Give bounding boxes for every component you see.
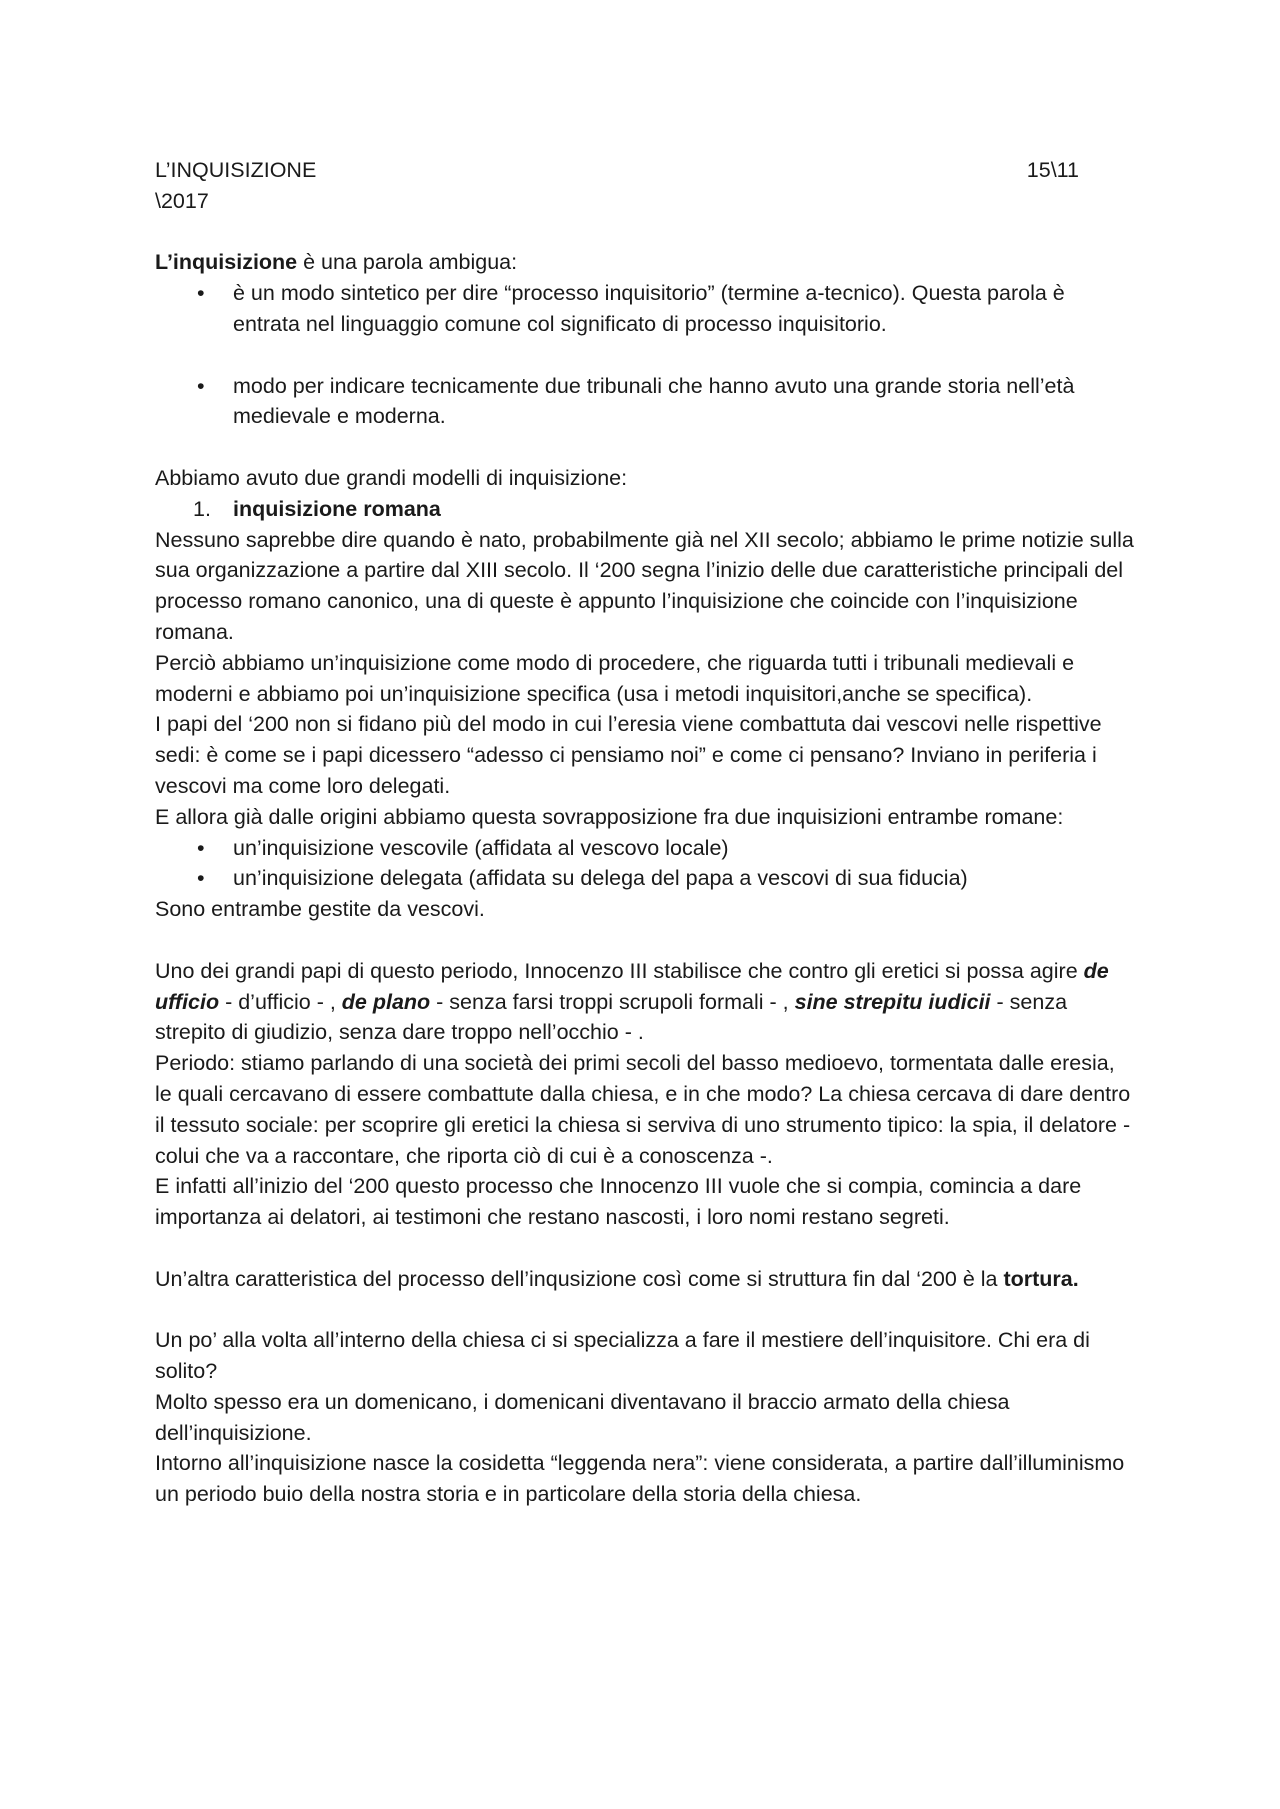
- meanings-list: [155, 278, 1135, 340]
- models-list: [155, 494, 1135, 525]
- innocenzo-text-2: - d’ufficio - ,: [219, 989, 342, 1014]
- tortura-text: Un’altra caratteristica del processo dell’inqusizione così come si struttura fin dal ‘200 è la: [155, 1266, 1004, 1291]
- document-page: [155, 155, 1135, 1510]
- term-de-plano: de plano: [341, 989, 431, 1014]
- models-intro: Abbiamo avuto due grandi modelli di inquisizione:: [155, 465, 628, 490]
- model-number: 1.: [193, 496, 211, 521]
- paragraph-inquisitore: Un po’ alla volta all’interno della chiesa ci si specializza a fare il mestiere dell’inquisitore. Chi era di solito?: [155, 1328, 1090, 1384]
- types-list: [155, 833, 1135, 895]
- innocenzo-text-1: Uno dei grandi papi di questo periodo, Innocenzo III stabilisce che contro gli eretici si possa agire: [155, 958, 1084, 983]
- innocenzo-text-4: - senza strepito di giudizio, senza dare troppo nell’occhio - .: [155, 989, 1068, 1045]
- intro-rest: è una parola ambigua:: [297, 250, 518, 275]
- date-part-2: \2017: [155, 188, 209, 213]
- paragraph-leggenda-nera: Intorno all’inquisizione nasce la cosidetta “leggenda nera”: viene considerata, a partire dall’illuminismo un periodo buio della nostra storia e in particolare della storia della chiesa.: [155, 1451, 1125, 1507]
- meanings-list-2: [155, 371, 1135, 433]
- intro-paragraph: [155, 247, 1135, 278]
- types-outro: Sono entrambe gestite da vescovi.: [155, 897, 485, 922]
- meaning-item: • è un modo sintetico per dire “processo inquisitorio” (termine a-tecnico). Questa parola è entrata nel linguaggio comune col significato di processo inquisitorio.: [155, 278, 1135, 340]
- innocenzo-text-3: - senza farsi troppi scrupoli formali - ,: [430, 989, 795, 1014]
- paragraph-overlap: E allora già dalle origini abbiamo questa sovrapposizione fra due inquisizioni entrambe romane:: [155, 804, 1064, 829]
- paragraph-procedure: Perciò abbiamo un’inquisizione come modo di procedere, che riguarda tutti i tribunali medievali e moderni e abbiamo poi un’inquisizione specifica (usa i metodi inquisitori,anche se specifica).: [155, 650, 1075, 706]
- paragraph-infatti: E infatti all’inizio del ‘200 questo processo che Innocenzo III vuole che si compia, comincia a dare importanza ai delatori, ai testimoni che restano nascosti, i loro nomi restano segreti.: [155, 1174, 1082, 1230]
- type-item: • un’inquisizione vescovile (affidata al vescovo locale): [155, 833, 1135, 864]
- paragraph-periodo: Periodo: stiamo parlando di una società dei primi secoli del basso medioevo, tormentata dalle eresia, le quali cercavano di essere combattute dalla chiesa, e in che modo? La chiesa cercava di dare dentro il tessuto sociale: per scoprire gli eretici la chiesa si serviva di uno strumento tipico: la spia, il delatore - colui che va a raccontare, che riporta ciò di cui è a conoscenza -.: [155, 1051, 1131, 1168]
- term-sine-strepitu: sine strepitu iudicii: [794, 989, 991, 1014]
- date-part-1: 15\11: [1026, 158, 1079, 182]
- paragraph-domenicani: Molto spesso era un domenicano, i domenicani diventavano il braccio armato della chiesa dell’inquisizione.: [155, 1389, 1010, 1445]
- meaning-item: • modo per indicare tecnicamente due tribunali che hanno avuto una grande storia nell’età medievale e moderna.: [155, 371, 1135, 433]
- paragraph-popes: I papi del ‘200 non si fidano più del modo in cui l’eresia viene combattuta dai vescovi nelle rispettive sedi: è come se i papi dicessero “adesso ci pensiamo noi” e come ci pensano? Inviano in periferia i vescovi ma come loro delegati.: [155, 712, 1102, 798]
- type-item: • un’inquisizione delegata (affidata su delega del papa a vescovi di sua fiducia): [155, 863, 1135, 894]
- model-label: inquisizione romana: [233, 496, 441, 521]
- intro-bold-term: L’inquisizione: [155, 250, 298, 275]
- document-title: L’INQUISIZIONE: [155, 158, 317, 182]
- paragraph-innocenzo: [155, 956, 1135, 1048]
- paragraph-origins: Nessuno saprebbe dire quando è nato, probabilmente già nel XII secolo; abbiamo le prime notizie sulla sua organizzazione a partire dal XIII secolo. Il ‘200 segna l’inizio delle due caratteristiche principali del processo romano canonico, una di queste è appunto l’inquisizione che coincide con l’inquisizione romana.: [155, 527, 1134, 644]
- paragraph-tortura: [155, 1264, 1135, 1295]
- model-item: [155, 494, 1135, 525]
- title-line: [155, 155, 1079, 186]
- term-de-ufficio: de ufficio: [155, 958, 1109, 1014]
- tortura-bold: tortura.: [1003, 1266, 1079, 1291]
